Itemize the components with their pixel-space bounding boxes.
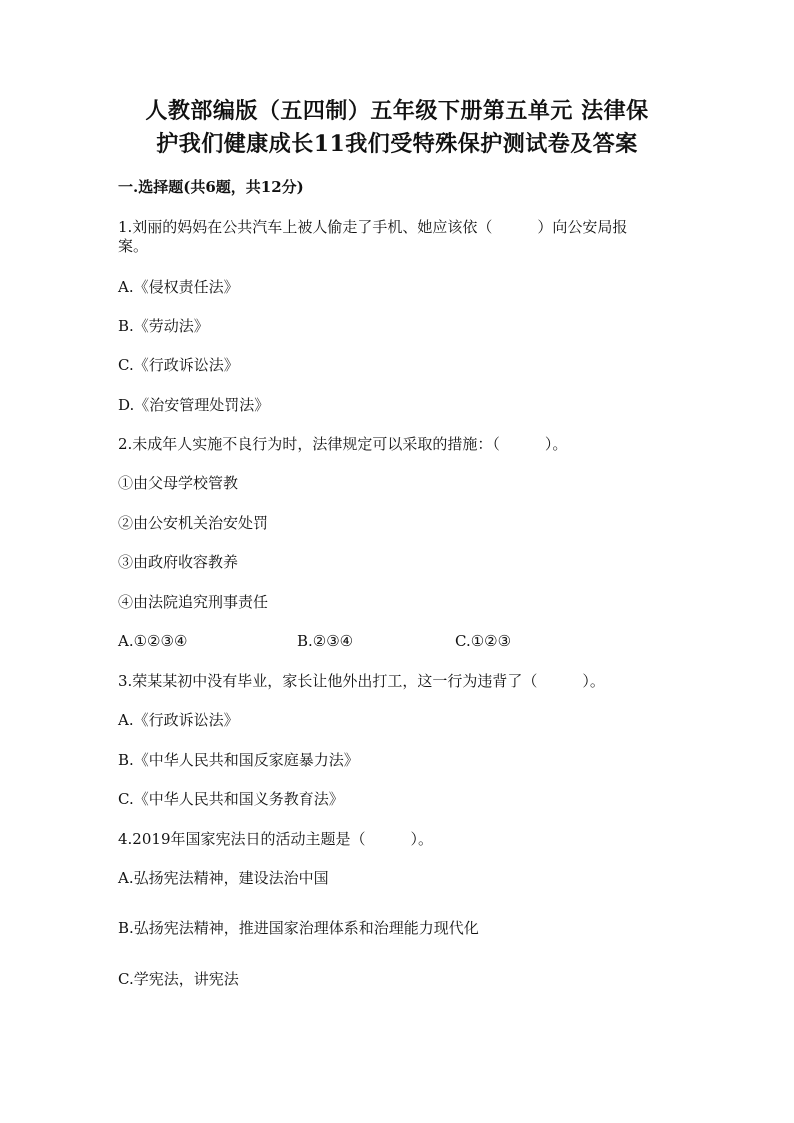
- question-1-stem-continued: 案。: [118, 237, 149, 255]
- question-2-item-4: ④由法院追究刑事责任: [118, 593, 269, 611]
- question-2-item-1: ①由父母学校管教: [118, 474, 239, 492]
- question-3-option-a: A.《行政诉讼法》: [118, 711, 239, 729]
- question-4-option-b: B.弘扬宪法精神，推进国家治理体系和治理能力现代化: [118, 919, 479, 937]
- document-title-line-1: 人教部编版（五四制）五年级下册第五单元 法律保: [145, 98, 649, 124]
- question-1-option-c: C.《行政诉讼法》: [118, 356, 239, 374]
- question-2-item-3: ③由政府收容教养: [118, 553, 239, 571]
- question-1-option-b: B.《劳动法》: [118, 317, 209, 335]
- question-2-stem: 2.未成年人实施不良行为时，法律规定可以采取的措施：（ ）。: [118, 435, 568, 453]
- question-4-option-c: C.学宪法，讲宪法: [118, 970, 239, 988]
- document-title-line-2: 护我们健康成长11我们受特殊保护测试卷及答案: [156, 131, 638, 157]
- question-3-option-b: B.《中华人民共和国反家庭暴力法》: [118, 751, 359, 769]
- question-1-option-a: A.《侵权责任法》: [118, 278, 239, 296]
- question-1-option-d: D.《治安管理处罚法》: [118, 396, 270, 414]
- question-2-option-c: C.①②③: [455, 632, 512, 650]
- question-3-stem: 3.荣某某初中没有毕业，家长让他外出打工，这一行为违背了（ ）。: [118, 672, 605, 690]
- section-heading: 一.选择题(共6题，共12分): [118, 178, 304, 196]
- question-3-option-c: C.《中华人民共和国义务教育法》: [118, 790, 344, 808]
- question-4-option-a: A.弘扬宪法精神，建设法治中国: [118, 869, 329, 887]
- question-2-option-a: A.①②③④: [118, 632, 188, 650]
- question-1-stem: 1.刘丽的妈妈在公共汽车上被人偷走了手机、她应该依（ ）向公安局报: [118, 218, 628, 236]
- question-4-stem: 4.2019年国家宪法日的活动主题是（ ）。: [118, 830, 433, 848]
- question-2-option-b: B.②③④: [297, 632, 354, 650]
- question-2-item-2: ②由公安机关治安处罚: [118, 514, 269, 532]
